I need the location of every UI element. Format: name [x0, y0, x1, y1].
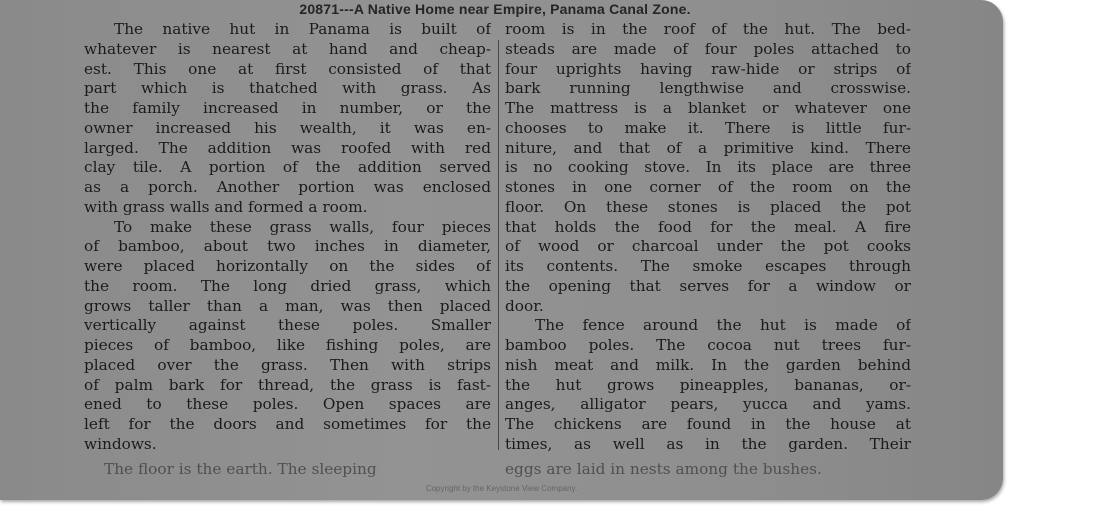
text-line: room is in the roof of the hut. The bed- [505, 20, 911, 38]
card-title: 20871---A Native Home near Empire, Panama Canal Zone. [299, 1, 691, 17]
text-line: whatever is nearest at hand and cheap- [84, 39, 491, 58]
text-line: larged. The addition was roofed with red [84, 138, 491, 157]
text-line: pieces of bamboo, like fishing poles, are [84, 336, 491, 354]
text-line: The native hut in Panama is built of [114, 20, 491, 38]
text-line: of wood or charcoal under the pot cooks [505, 237, 911, 256]
text-line: the opening that serves for a window or [505, 276, 911, 295]
left-text-column [84, 20, 491, 455]
text-line: clay tile. A portion of the addition served [84, 158, 491, 177]
text-line: the hut grows pineapples, bananas, or- [505, 375, 911, 394]
text-line: part which is thatched with grass. As [84, 79, 491, 98]
text-line: owner increased his wealth, it was en- [84, 118, 491, 137]
text-line: vertically against these poles. Smaller [84, 316, 491, 335]
text-line: its contents. The smoke escapes through [505, 257, 911, 275]
column-divider [498, 40, 499, 450]
text-line: times, as well as in the garden. Their [505, 434, 911, 453]
text-line: that holds the food for the meal. A fire [505, 217, 911, 236]
text-line: of palm bark for thread, the grass is fast- [84, 375, 491, 394]
text-line: placed over the grass. Then with strips [84, 355, 491, 374]
text-line: bamboo poles. The cocoa nut trees fur- [505, 336, 911, 354]
copyright-footer: Copyright by the Keystone View Company. [425, 484, 578, 493]
text-line: ened to these poles. Open spaces are [84, 395, 491, 414]
left-bottom-line: The floor is the earth. The sleeping [104, 460, 377, 478]
text-line: windows. [84, 434, 157, 453]
text-line: were placed horizontally on the sides of [84, 257, 491, 275]
text-line: the room. The long dried grass, which [84, 276, 491, 295]
text-line: stones in one corner of the room on the [505, 178, 911, 196]
right-bottom-line: eggs are laid in nests among the bushes. [505, 460, 822, 478]
text-line: To make these grass walls, four pieces [114, 217, 491, 236]
text-line: niture, and that of a primitive kind. There [505, 138, 911, 157]
text-line: est. This one at first consisted of that [84, 59, 491, 78]
text-line: four uprights having raw-hide or strips of [505, 59, 911, 78]
text-line: The chickens are found in the house at [505, 415, 911, 433]
text-line: floor. On these stones is placed the pot [505, 197, 911, 216]
text-line: with grass walls and formed a room. [84, 197, 368, 216]
right-text-column [505, 20, 911, 455]
text-line: left for the doors and sometimes for the [84, 415, 491, 433]
text-line: is no cooking stove. In its place are three [505, 158, 911, 177]
text-line: chooses to make it. There is little fur- [505, 118, 911, 137]
text-line: of bamboo, about two inches in diameter, [84, 237, 491, 256]
text-line: bark running lengthwise and crosswise. [505, 79, 911, 98]
text-line: the family increased in number, or the [84, 99, 491, 117]
text-line: grows taller than a man, was then placed [84, 296, 491, 315]
text-line: anges, alligator pears, yucca and yams. [505, 395, 911, 414]
text-line: nish meat and milk. In the garden behind [505, 355, 911, 374]
text-line: The mattress is a blanket or whatever one [505, 99, 911, 117]
text-line: The fence around the hut is made of [535, 316, 911, 335]
text-line: door. [505, 296, 544, 315]
text-line: steads are made of four poles attached to [505, 39, 911, 58]
text-line: as a porch. Another portion was enclosed [84, 178, 491, 196]
